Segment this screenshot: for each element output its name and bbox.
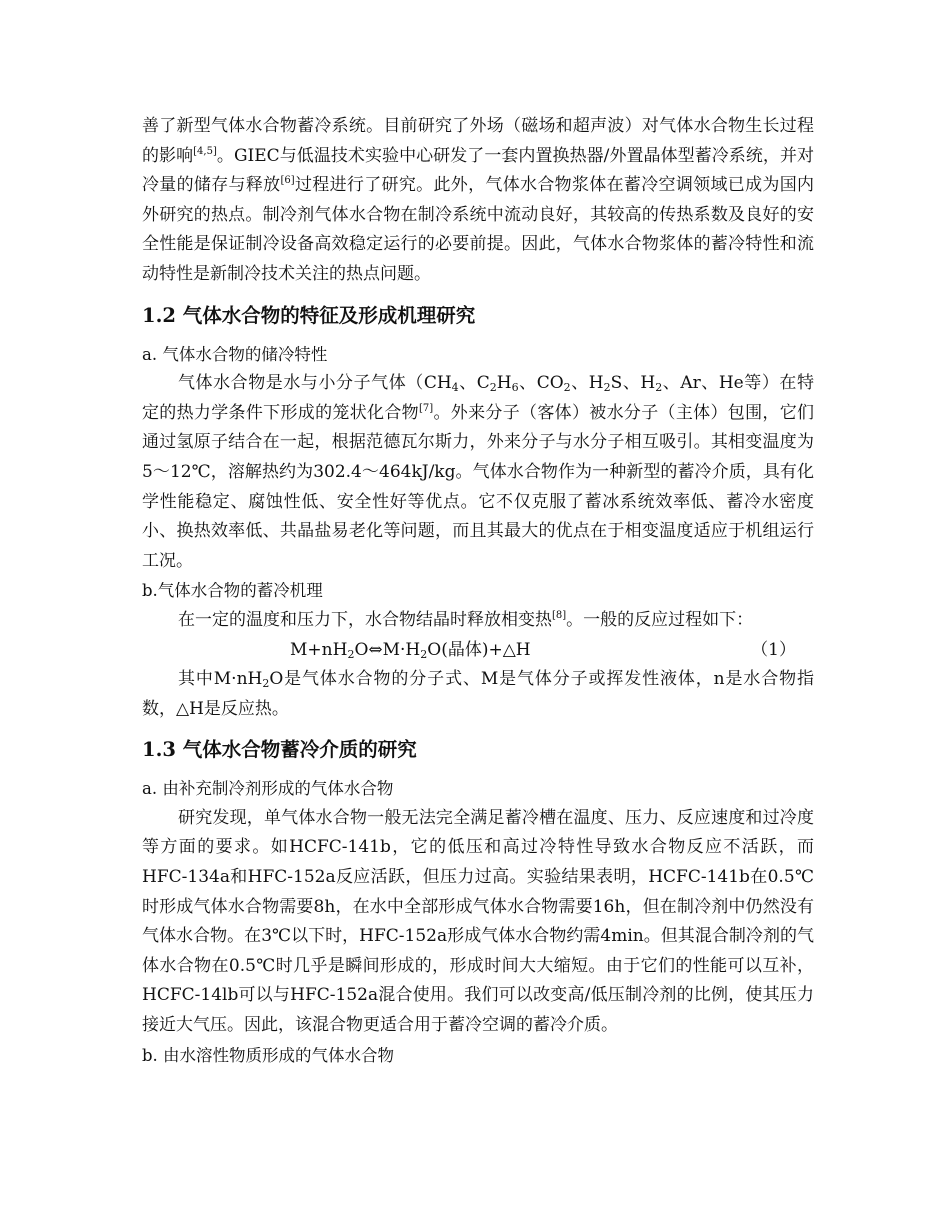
- text-run: 其中M·nH: [178, 669, 263, 690]
- text-run: 善了新型气体水合物蓄冷系统。目前研究了外场（磁场和超声波）对气体水合物生长过程的影响: [142, 116, 814, 166]
- equation-part: O(晶体)+△H: [427, 639, 531, 660]
- subscript: 2: [420, 647, 428, 661]
- text-run: H: [496, 373, 512, 394]
- subsection-heading: b.气体水合物的蓄冷机理: [142, 581, 323, 601]
- equation-number: （1）: [751, 639, 796, 660]
- subscript: 2: [563, 381, 571, 395]
- body-paragraph: [142, 606, 814, 636]
- subscript: 2: [489, 381, 497, 395]
- section-heading-1-2: 1.2 气体水合物的特征及形成机理研究: [142, 303, 476, 327]
- intro-paragraph: [142, 112, 814, 290]
- text-run: 气体水合物是水与小分子气体（CH: [178, 373, 452, 394]
- text-run: 。外来分子（客体）被水分子（主体）包围，它们通过氢原子结合在一起，根据范德瓦尔斯力，外来分子与水分子相互吸引。其相变温度为5～12℃，溶解热约为302.4～464kJ/kg。气体水合物作为一种新型的蓄冷介质，具有化学性能稳定、腐蚀性低、安全性好等优点。它不仅克服了蓄冰系统效率低、蓄冷水密度小、换热效率低、共晶盐易老化等问题，而且其最大的优点在于相变温度适应于机组运行工况。: [142, 402, 815, 571]
- body-paragraph: 研究发现，单气体水合物一般无法完全满足蓄冷槽在温度、压力、反应速度和过冷度等方面的要求。如HCFC-141b，它的低压和高过冷特性导致水合物反应不活跃，而HFC-134a和HFC-152a反应活跃，但压力过高。实验结果表明，HCFC-141b在0.5℃时形成气体水合物需要8h，在水中全部形成气体水合物需要16h，但在制冷剂中仍然没有气体水合物。在3℃以下时，HFC-152a形成气体水合物约需4min。但其混合制冷剂的气体水合物在0.5℃时几乎是瞬间形成的，形成时间大大缩短。由于它们的性能可以互补，HCFC-14lb可以与HFC-152a混合使用。我们可以改变高/低压制冷剂的比例，使其压力接近大气压。因此，该混合物更适合用于蓄冷空调的蓄冷介质。: [142, 807, 814, 1036]
- subscript: 2: [262, 677, 270, 691]
- text-run: S、H: [610, 373, 656, 394]
- text-run: 。GIEC与低温技术实验中心研发了一套内置换热器/外置晶体型蓄冷系统，并对冷量的储存与释放: [142, 145, 814, 196]
- citation-ref: [6]: [280, 175, 295, 187]
- equation-part: M+nH: [290, 639, 348, 660]
- equation: [290, 636, 531, 666]
- subscript: 2: [603, 381, 611, 395]
- subsection-heading: a. 由补充制冷剂形成的气体水合物: [142, 779, 394, 799]
- equation-line: [142, 636, 814, 666]
- text-run: 在一定的温度和压力下，水合物结晶时释放相变热: [178, 609, 552, 630]
- subsection-heading: b. 由水溶性物质形成的气体水合物: [142, 1045, 395, 1065]
- citation-ref: [7]: [418, 402, 434, 414]
- body-paragraph: [142, 369, 814, 576]
- subsection-heading: a. 气体水合物的储冷特性: [142, 344, 328, 364]
- subscript: 2: [655, 381, 663, 395]
- text-run: 、CO: [518, 373, 564, 394]
- text-run: 。一般的反应过程如下：: [566, 609, 754, 630]
- citation-ref: [8]: [552, 609, 567, 621]
- document-body: [142, 112, 814, 1070]
- citation-ref: [4,5]: [193, 145, 217, 157]
- text-run: 、H: [570, 373, 604, 394]
- text-run: 、C: [458, 373, 490, 394]
- text-run: 、Ar、He等）在特定的热力学条件下形成的笼状化合物: [142, 373, 814, 423]
- section-heading-1-3: 1.3 气体水合物蓄冷介质的研究: [142, 738, 417, 762]
- subscript: 2: [347, 647, 355, 661]
- body-paragraph: [142, 665, 814, 724]
- text-run: 过程进行了研究。此外，气体水合物浆体在蓄冷空调领域已成为国内外研究的热点。制冷剂气体水合物在制冷系统中流动良好，其较高的传热系数及良好的安全性能是保证制冷设备高效稳定运行的必要前提。因此，气体水合物浆体的蓄冷特性和流动特性是新制冷技术关注的热点问题。: [142, 175, 815, 284]
- subscript: 6: [511, 381, 519, 395]
- subscript: 4: [451, 381, 459, 395]
- equation-part: O⇔M·H: [354, 639, 421, 660]
- text-run: O是气体水合物的分子式、M是气体分子或挥发性液体，n是水合物指数，△H是反应热。: [142, 669, 814, 719]
